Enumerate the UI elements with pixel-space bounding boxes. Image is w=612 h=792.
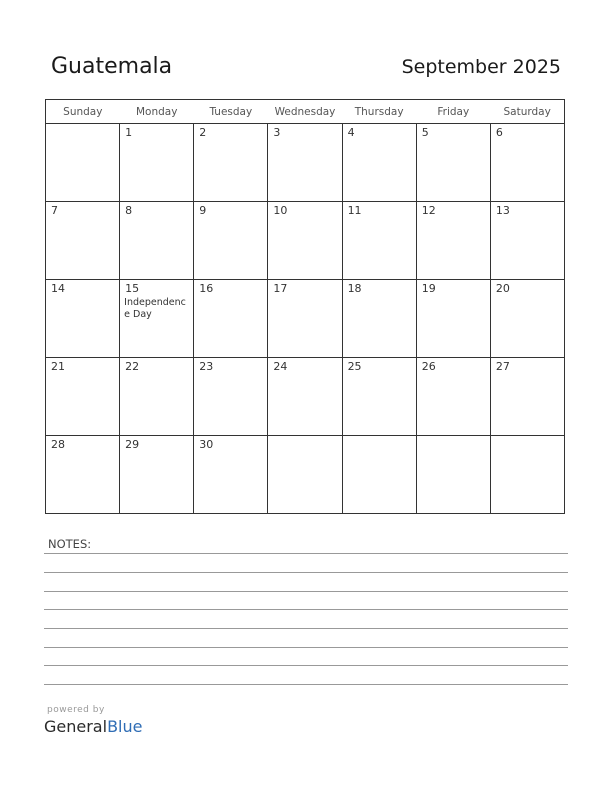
- note-line: [44, 665, 568, 666]
- day-number: 9: [199, 204, 207, 217]
- day-cell: [268, 436, 342, 514]
- day-cell: [194, 202, 268, 280]
- day-cell: [194, 280, 268, 358]
- day-cell: [342, 436, 416, 514]
- day-cell: [416, 280, 490, 358]
- weekday-header: Thursday: [342, 100, 416, 124]
- country-title: Guatemala: [51, 54, 173, 79]
- day-number: 26: [421, 360, 436, 373]
- day-cell: [120, 280, 194, 358]
- day-number: 19: [421, 282, 436, 295]
- powered-by-text: powered by: [47, 705, 105, 715]
- day-number: 17: [273, 282, 288, 295]
- day-number: 28: [51, 438, 65, 451]
- day-cell: [120, 358, 194, 436]
- day-number: [268, 436, 341, 438]
- day-cell: [268, 202, 342, 280]
- day-number: [417, 436, 490, 438]
- day-number: 7: [51, 204, 58, 217]
- day-number: 22: [125, 360, 140, 373]
- note-line: [44, 647, 568, 648]
- day-number: 23: [199, 360, 214, 373]
- day-number: 18: [347, 282, 362, 295]
- day-cell: [46, 280, 120, 358]
- weekday-header: Monday: [120, 100, 194, 124]
- day-cell: [46, 124, 120, 202]
- week-row: [46, 358, 565, 436]
- week-row: [46, 280, 565, 358]
- day-number: 2: [199, 126, 207, 139]
- weekday-header: Wednesday: [268, 100, 342, 124]
- notes-label: NOTES:: [48, 537, 92, 551]
- day-number: 6: [495, 126, 503, 139]
- brand-name-blue: Blue: [107, 717, 143, 736]
- day-number: 14: [51, 282, 65, 295]
- day-number: 8: [125, 204, 133, 217]
- weekday-header: Friday: [416, 100, 490, 124]
- day-number: [491, 436, 564, 438]
- month-title: September 2025: [401, 56, 561, 78]
- day-cell: [490, 358, 564, 436]
- day-cell: [342, 124, 416, 202]
- day-number: 5: [421, 126, 429, 139]
- day-cell: [490, 202, 564, 280]
- day-number: 12: [421, 204, 436, 217]
- week-row: [46, 202, 565, 280]
- calendar-grid: [45, 99, 565, 514]
- day-cell: [268, 280, 342, 358]
- day-number: 24: [273, 360, 288, 373]
- day-number: 4: [347, 126, 355, 139]
- note-line: [44, 628, 568, 629]
- note-line: [44, 684, 568, 685]
- brand-name-general: General: [44, 717, 108, 736]
- day-cell: [416, 436, 490, 514]
- day-number: 21: [51, 360, 65, 373]
- day-cell: [342, 280, 416, 358]
- week-row: [46, 436, 565, 514]
- day-cell: [342, 202, 416, 280]
- day-cell: [120, 202, 194, 280]
- day-number: 3: [273, 126, 281, 139]
- day-cell: [268, 124, 342, 202]
- day-cell: [490, 280, 564, 358]
- note-line: [44, 572, 568, 573]
- day-number: 10: [273, 204, 288, 217]
- day-number: [46, 124, 119, 126]
- day-number: 27: [495, 360, 510, 373]
- day-number: 20: [495, 282, 510, 295]
- day-number: 25: [347, 360, 362, 373]
- day-cell: [46, 358, 120, 436]
- day-number: 16: [199, 282, 214, 295]
- day-number: 11: [347, 204, 362, 217]
- day-number: 15: [125, 282, 140, 295]
- day-cell: [268, 358, 342, 436]
- day-cell: [194, 124, 268, 202]
- day-cell: [194, 436, 268, 514]
- brand-logo: [44, 717, 142, 736]
- week-row: [46, 124, 565, 202]
- day-cell: [46, 436, 120, 514]
- day-cell: [490, 124, 564, 202]
- day-cell: [490, 436, 564, 514]
- day-cell: [194, 358, 268, 436]
- weekday-header: Tuesday: [194, 100, 268, 124]
- weekday-header: Saturday: [490, 100, 564, 124]
- day-cell: [342, 358, 416, 436]
- day-number: 1: [125, 126, 133, 139]
- day-cell: [416, 358, 490, 436]
- day-cell: [120, 436, 194, 514]
- day-cell: [46, 202, 120, 280]
- day-number: [343, 436, 416, 438]
- note-line: [44, 591, 568, 592]
- day-number: 13: [495, 204, 510, 217]
- day-cell: [120, 124, 194, 202]
- day-cell: [416, 202, 490, 280]
- note-line: [44, 553, 568, 554]
- weekday-header: Sunday: [46, 100, 120, 124]
- day-number: 29: [125, 438, 140, 451]
- day-cell: [416, 124, 490, 202]
- day-number: 30: [199, 438, 214, 451]
- holiday-label: Independence Day: [124, 297, 186, 320]
- note-line: [44, 609, 568, 610]
- weekday-header-row: [46, 100, 565, 124]
